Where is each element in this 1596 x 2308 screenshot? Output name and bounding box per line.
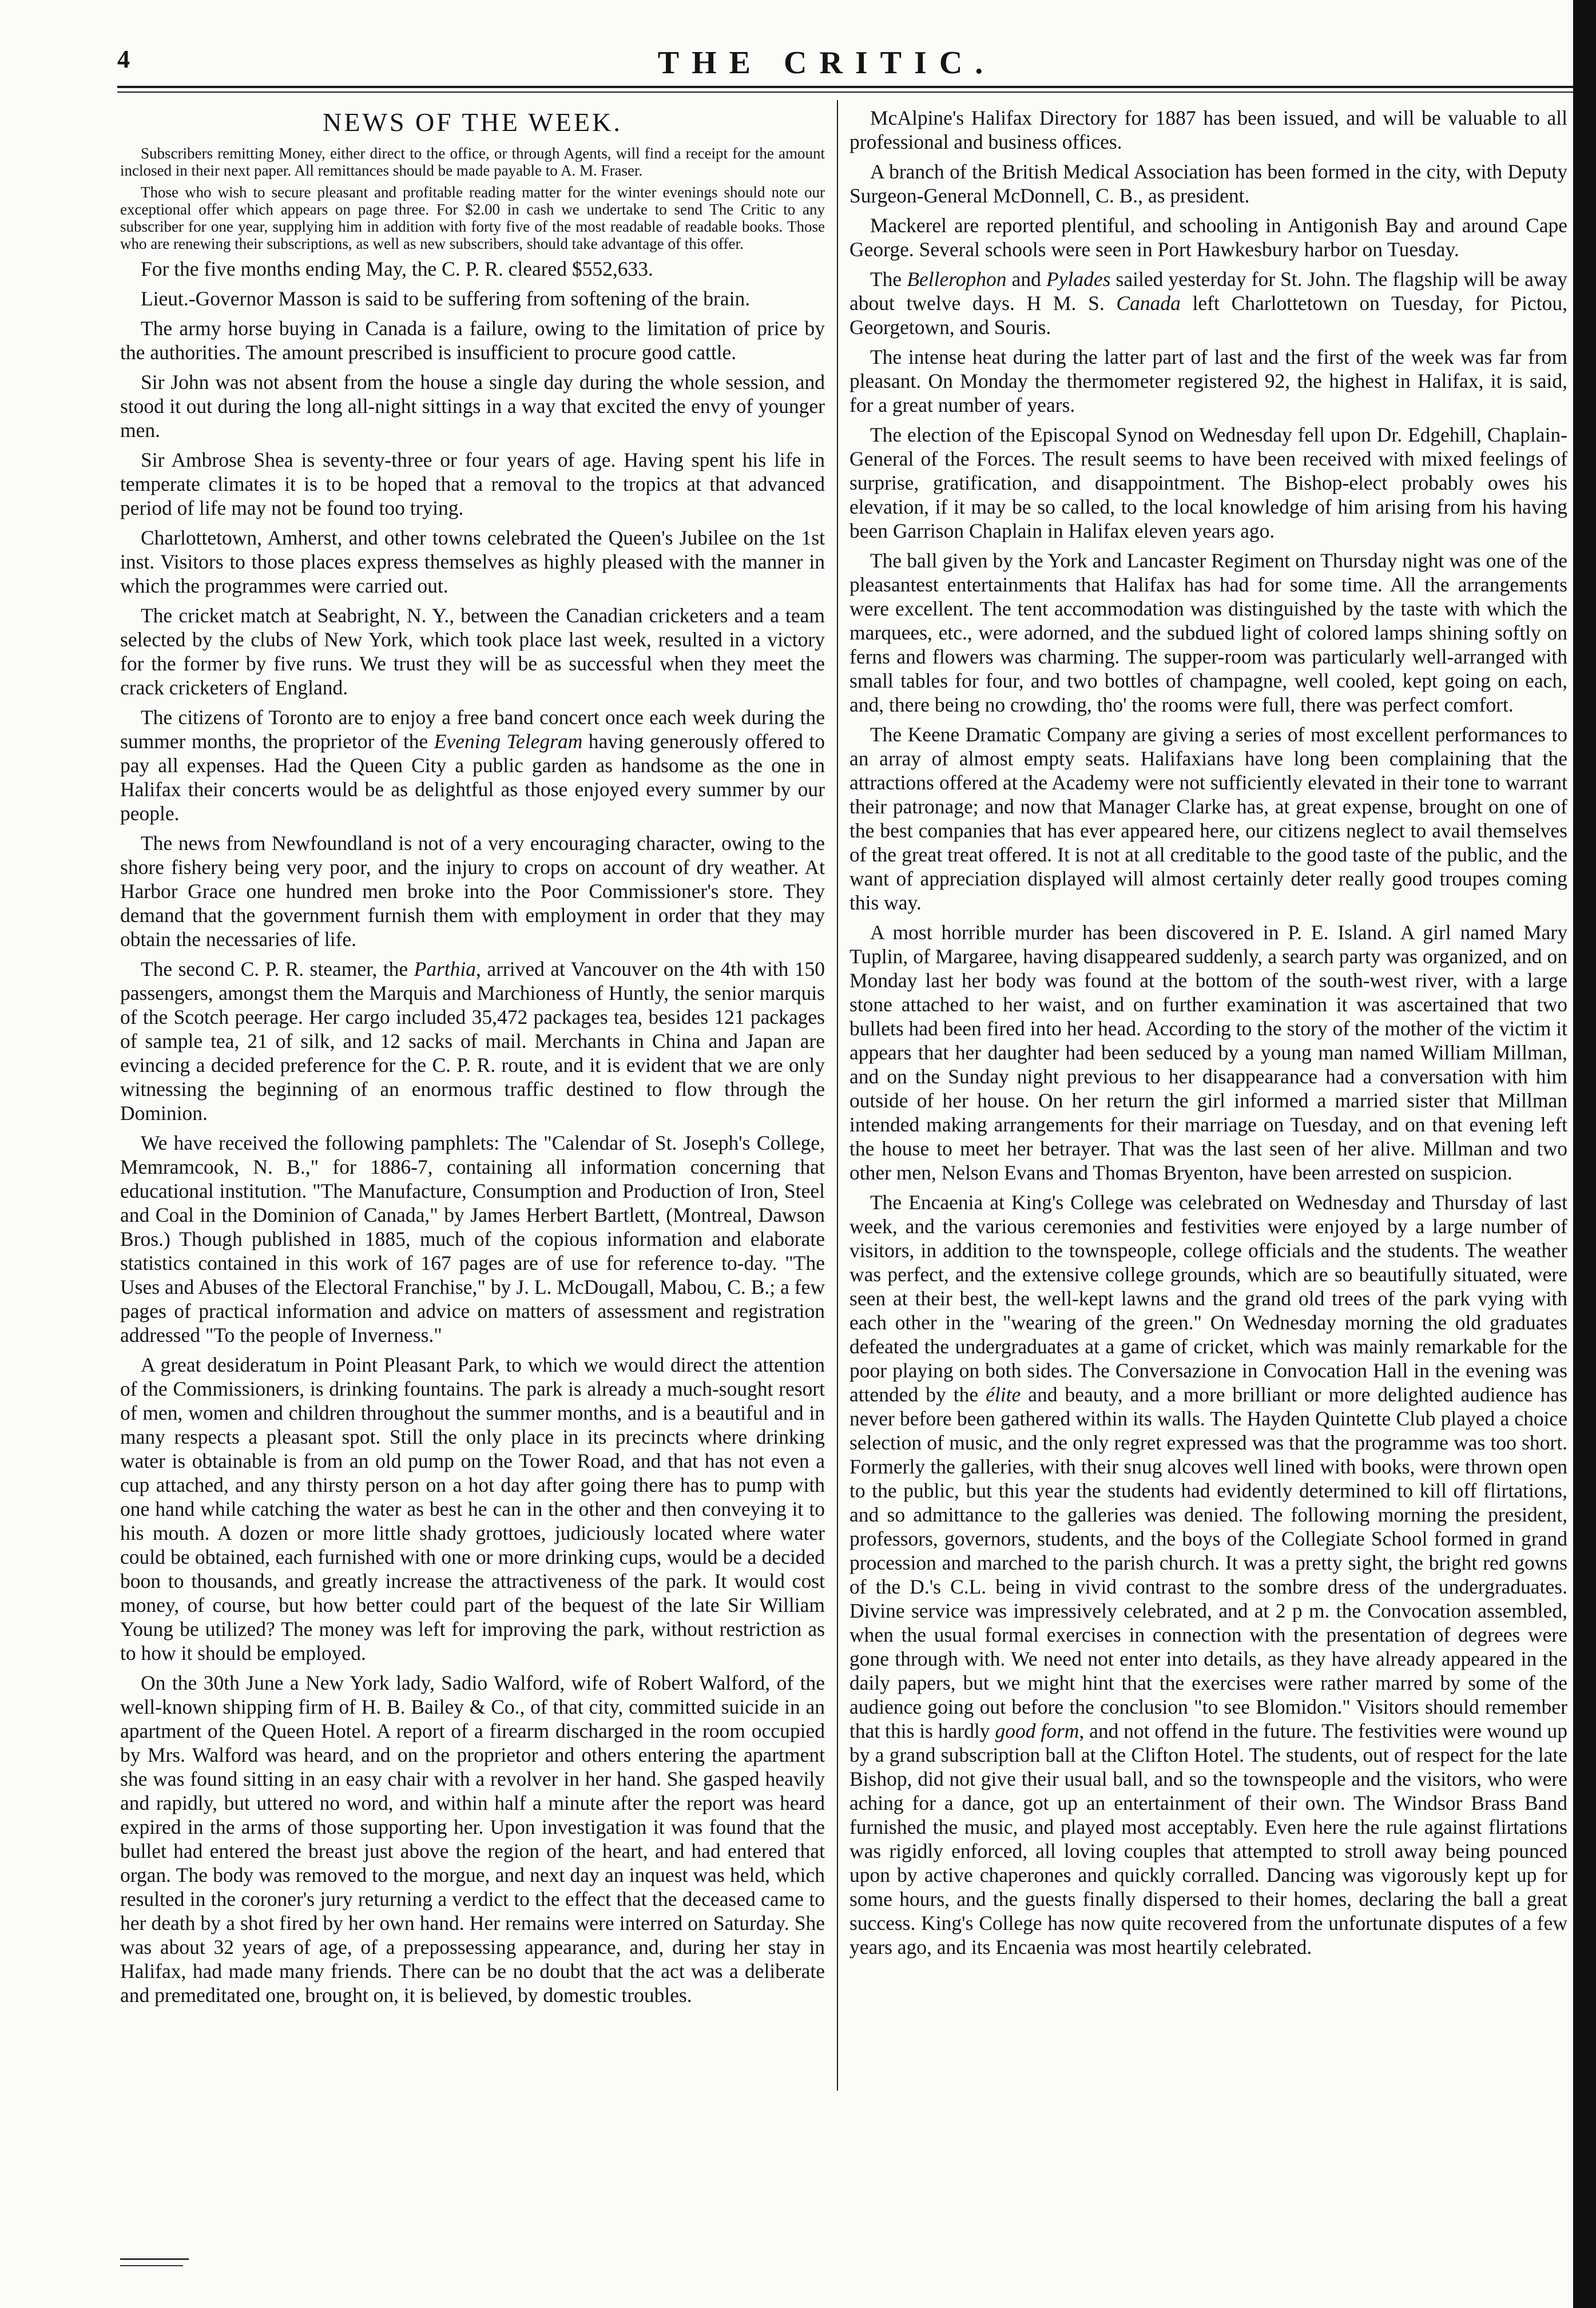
news-paragraph: The army horse buying in Canada is a failure, owing to the limitation of price by the authorities. The amount prescribed is insufficient to procure good cattle. [120, 317, 825, 364]
text-run: , arrived at Vancouver on the 4th with 150 passengers, amongst them the Marquis and Marchioness of Huntly, the senior marquis of the Scotch peerage. Her cargo included 35,472 packages tea, besides 121 packages of sample tea, 21 of silk, and 12 sacks of mail. Merchants in China and Japan are evincing a decided preference for the C. P. R. route, and it is evident that we are only witnessing the beginning of an enormous traffic destined to flow through the Dominion. [120, 958, 825, 1125]
news-paragraph: The election of the Episcopal Synod on Wednesday fell upon Dr. Edgehill, Chaplain-General of the Forces. The result seems to have been received with mixed feelings of surprise, gratification, and disappointment. The Bishop-elect probably owes his elevation, if it may be so called, to the local knowledge of him arising from his having been Garrison Chaplain in Halifax eleven years ago. [849, 423, 1567, 542]
text-run: and beauty, and a more brilliant or more delighted audience has never before been gathered within its walls. The Hayden Quintette Club played a choice selection of music, and the only regret expressed was that the programme was too short. Formerly the galleries, with their snug alcoves well lined with books, were thrown open to the public, but this year the students had evidently determined to kill off flirtations, and so admittance to the galleries was denied. The following morning the president, professors, governors, students, and the boys of the Collegiate School formed in grand procession and marched to the parish church. It was a pretty sight, the bright red gowns of the D.'s C.L. being in vivid contrast to the sombre dress of the undergraduates. Divine service was impressively celebrated, and at 2 p m. the Convocation assembled, when the usual formal exercises in connection with the presentation of degrees were gone through with. We need not enter into details, as they have already appeared in the daily papers, but we might hint that the exercises were rather marred by some of the audience going out before the conclusion "to see Blomidon." Visitors should remember that this is hardly [849, 1383, 1567, 1742]
news-paragraph: The ball given by the York and Lancaster Regiment on Thursday night was one of the pleasantest entertainments that Halifax has had for some time. All the arrangements were excellent. The tent accommodation was distinguished by the taste with which the marquees, etc., were adorned, and the subdued light of colored lamps shining softly on ferns and flowers was charming. The supper-room was particularly well-arranged with small tables for four, and two bottles of champagne, well cooled, kept going on each, and, there being no crowding, tho' the rooms were full, there was perfect comfort. [849, 549, 1567, 716]
news-paragraph: The cricket match at Seabright, N. Y., between the Canadian cricketers and a team selected by the clubs of New York, which took place last week, resulted in a victory for the former by five runs. We trust they will be as successful when they meet the crack cricketers of England. [120, 604, 825, 699]
footer-rule [120, 2265, 183, 2266]
news-paragraph: A great desideratum in Point Pleasant Park, to which we would direct the attention of the Commissioners, is drinking fountains. The park is already a much-sought resort of men, women and children throughout the summer months, and is a beautiful and in many respects a pleasant spot. Still the only place in its precincts where drinking water is obtainable is from an old pump on the Tower Road, and that has not even a cup attached, and any thirsty person on a hot day after going there has to pump with one hand while catching the water as best he can in the other and then conveying it to his mouth. A dozen or more little shady grottoes, judiciously located where water could be obtained, each furnished with one or more drinking cups, would be a decided boon to thousands, and greatly increase the attractiveness of the park. It would cost money, of course, but how better could part of the bequest of the late Sir William Young be utilized? The money was left for improving the park, without restriction as to how it should be employed. [120, 1353, 825, 1665]
news-paragraph: The news from Newfoundland is not of a very encouraging character, owing to the shore fishery being very poor, and the injury to crops on account of dry weather. At Harbor Grace one hundred men broke into the Poor Commissioner's store. They demand that the government furnish them with employment in order that they may obtain the necessaries of life. [120, 832, 825, 951]
text-run: and [1006, 268, 1047, 291]
header-rule-thin [117, 92, 1573, 93]
news-paragraph [849, 1190, 1567, 1959]
text-run: having generously offered to pay all expenses. Had the Queen City a public garden as handsome as the one in Halifax their concerts would be as delightful as those enjoyed every summer by our people. [120, 730, 825, 825]
masthead: THE CRITIC. [657, 45, 996, 81]
footer-rule [120, 2258, 189, 2260]
newspaper-title: Evening Telegram [434, 730, 583, 753]
news-paragraph: On the 30th June a New York lady, Sadio Walford, wife of Robert Walford, of the well-known shipping firm of H. B. Bailey & Co., of that city, committed suicide in an apartment of the Queen Hotel. A report of a firearm discharged in the room occupied by Mrs. Walford was heard, and on the proprietor and others entering the apartment she was found sitting in an easy chair with a revolver in her hand. She gasped heavily and rapidly, but uttered no word, and within half a minute after the report was heard expired in the arms of those supporting her. Upon investigation it was found that the bullet had entered the breast just above the region of the heart, and had entered that organ. The body was removed to the morgue, and next day an inquest was held, which resulted in the coroner's jury returning a verdict to the effect that the deceased came to her death by a shot fired by her own hand. Her remains were interred on Saturday. She was about 32 years of age, of a prepossessing appearance, and, during her stay in Halifax, had made many friends. There can be no doubt that the act was a deliberate and premeditated one, brought on, it is believed, by domestic troubles. [120, 1671, 825, 2007]
news-paragraph: The intense heat during the latter part of last and the first of the week was far from pleasant. On Monday the thermometer registered 92, the highest in Halifax, it is said, for a great number of years. [849, 345, 1567, 416]
section-title: NEWS OF THE WEEK. [323, 108, 622, 137]
ship-name: Parthia [414, 958, 477, 980]
ship-name: Bellerophon [907, 268, 1007, 291]
news-paragraph: A branch of the British Medical Association has been formed in the city, with Deputy Surgeon-General McDonnell, C. B., as president. [849, 160, 1567, 207]
column-divider [837, 100, 838, 2091]
offer-notice: Those who wish to secure pleasant and profitable reading matter for the winter evenings should note our exceptional offer which appears on page three. For $2.00 in cash we undertake to send The Critic to any subscriber for one year, supplying him in addition with forty five of the most readable of readable books. Those who are renewing their subscriptions, as well as new subscribers, should take advantage of this offer. [120, 184, 825, 252]
text-run: The Encaenia at King's College was celebrated on Wednesday and Thursday of last week, and the various ceremonies and festivities were enjoyed by a large number of visitors, in addition to the townspeople, college officials and the students. The weather was perfect, and the extensive college grounds, which are so beautifully situated, were seen at their best, the well-kept lawns and the grand old trees of the park vying with each other in the "wearing of the green." On Wednesday morning the old graduates defeated the undergraduates at a game of cricket, which was mainly remarkable for the poor playing on both sides. The Conversazione in Convocation Hall in the evening was attended by the [849, 1191, 1567, 1406]
news-paragraph [120, 957, 825, 1125]
news-paragraph: Mackerel are reported plentiful, and schooling in Antigonish Bay and around Cape George. Several schools were seen in Port Hawkesbury harbor on Tuesday. [849, 214, 1567, 261]
page-edge-shadow [1573, 0, 1596, 2308]
italic-term: good form [995, 1719, 1079, 1742]
text-run: left Charlottetown on Tuesday, for Pictou, Georgetown, and Souris. [849, 292, 1567, 339]
right-column [849, 106, 1567, 1965]
italic-term: élite [986, 1383, 1021, 1406]
page-number: 4 [117, 45, 130, 73]
text-run: The [870, 268, 907, 291]
news-paragraph: Sir John was not absent from the house a single day during the whole session, and stood it out during the long all-night sittings in a way that excited the envy of younger men. [120, 371, 825, 442]
left-column [120, 106, 825, 2013]
subscriber-notice: Subscribers remitting Money, either direct to the office, or through Agents, will find a receipt for the amount inclosed in their next paper. All remittances should be made payable to A. M. Fraser. [120, 145, 825, 179]
text-run: sailed yesterday for St. John. The flagship will be away about twelve days. H M. S. [849, 268, 1567, 315]
ship-name: Canada [1116, 292, 1181, 315]
header-rule-thick [117, 86, 1573, 88]
ship-name: Pylades [1046, 268, 1111, 291]
text-run: The citizens of Toronto are to enjoy a free band concert once each week during the summer months, the proprietor of the [120, 706, 825, 753]
text-run: , and not offend in the future. The festivities were wound up by a grand subscription ball at the Clifton Hotel. The students, out of respect for the late Bishop, did not give their usual ball, and so the townspeople and the visitors, who were aching for a dance, got up an entertainment of their own. The Windsor Brass Band furnished the music, and played most acceptably. Even here the rule against flirtations was rigidly enforced, all loving couples that attempted to stroll away being pounced upon by active chaperones and quickly corralled. Dancing was vigorously kept up for some hours, and the guests finally dispersed to their homes, declaring the ball a great success. King's College has now quite recovered from the unfortunate disputes of a few years ago, and its Encaenia was most heartily celebrated. [849, 1719, 1567, 1959]
news-paragraph [849, 267, 1567, 339]
news-paragraph: The Keene Dramatic Company are giving a series of most excellent performances to an array of almost empty seats. Halifaxians have long been complaining that the attractions offered at the Academy were not sufficiently elevated in their tone to warrant their patronage; and now that Manager Clarke has, at great expense, brought on one of the best companies that has ever appeared here, our citizens neglect to avail themselves of the great treat offered. It is not at all creditable to the good taste of the public, and the want of appreciation displayed will almost certainly deter really good troupes coming this way. [849, 723, 1567, 914]
news-paragraph: Lieut.-Governor Masson is said to be suffering from softening of the brain. [141, 287, 751, 310]
news-paragraph: McAlpine's Halifax Directory for 1887 has been issued, and will be valuable to all professional and business offices. [849, 106, 1567, 153]
news-paragraph: A most horrible murder has been discovered in P. E. Island. A girl named Mary Tuplin, of Margaree, having disappeared suddenly, a search party was organized, and on Monday last her body was found at the bottom of the south-west river, with a large stone attached to her waist, and on further examination it was ascertained that two bullets had been fired into her head. According to the story of the mother of the victim it appears that her daughter had been seduced by a young man named William Millman, and on the Sunday night previous to her disappearance had a conversation with him outside of her house. On her return the girl informed a married sister that Millman intended making arrangements for their marriage on Tuesday, and on that evening left the house to meet her betrayer. That was the last seen of her alive. Millman and two other men, Nelson Evans and Thomas Bryenton, have been arrested on suspicion. [849, 921, 1567, 1184]
news-paragraph: Charlottetown, Amherst, and other towns celebrated the Queen's Jubilee on the 1st inst. Visitors to those places express themselves as highly pleased with the manner in which the programmes were carried out. [120, 526, 825, 597]
news-paragraph [120, 705, 825, 825]
news-paragraph: We have received the following pamphlets: The "Calendar of St. Joseph's College, Memramcook, N. B.," for 1886-7, containing all information concerning that educational institution. "The Manufacture, Consumption and Production of Iron, Steel and Coal in the Dominion of Canada," by James Herbert Bartlett, (Montreal, Dawson Bros.) Though published in 1885, much of the copious information and elaborate statistics contained in this work of 167 pages are of use for reference to-day. "The Uses and Abuses of the Electoral Franchise," by J. L. McDougall, Mabou, C. B.; a few pages of practical information and advice on matters of assessment and registration addressed "To the people of Inverness." [120, 1131, 825, 1346]
news-paragraph: For the five months ending May, the C. P. R. cleared $552,633. [141, 257, 653, 280]
text-run: The second C. P. R. steamer, the [141, 958, 414, 980]
news-paragraph: Sir Ambrose Shea is seventy-three or four years of age. Having spent his life in temperate climates it is to be hoped that a removal to the tropics at that advanced period of life may not be found too trying. [120, 448, 825, 519]
